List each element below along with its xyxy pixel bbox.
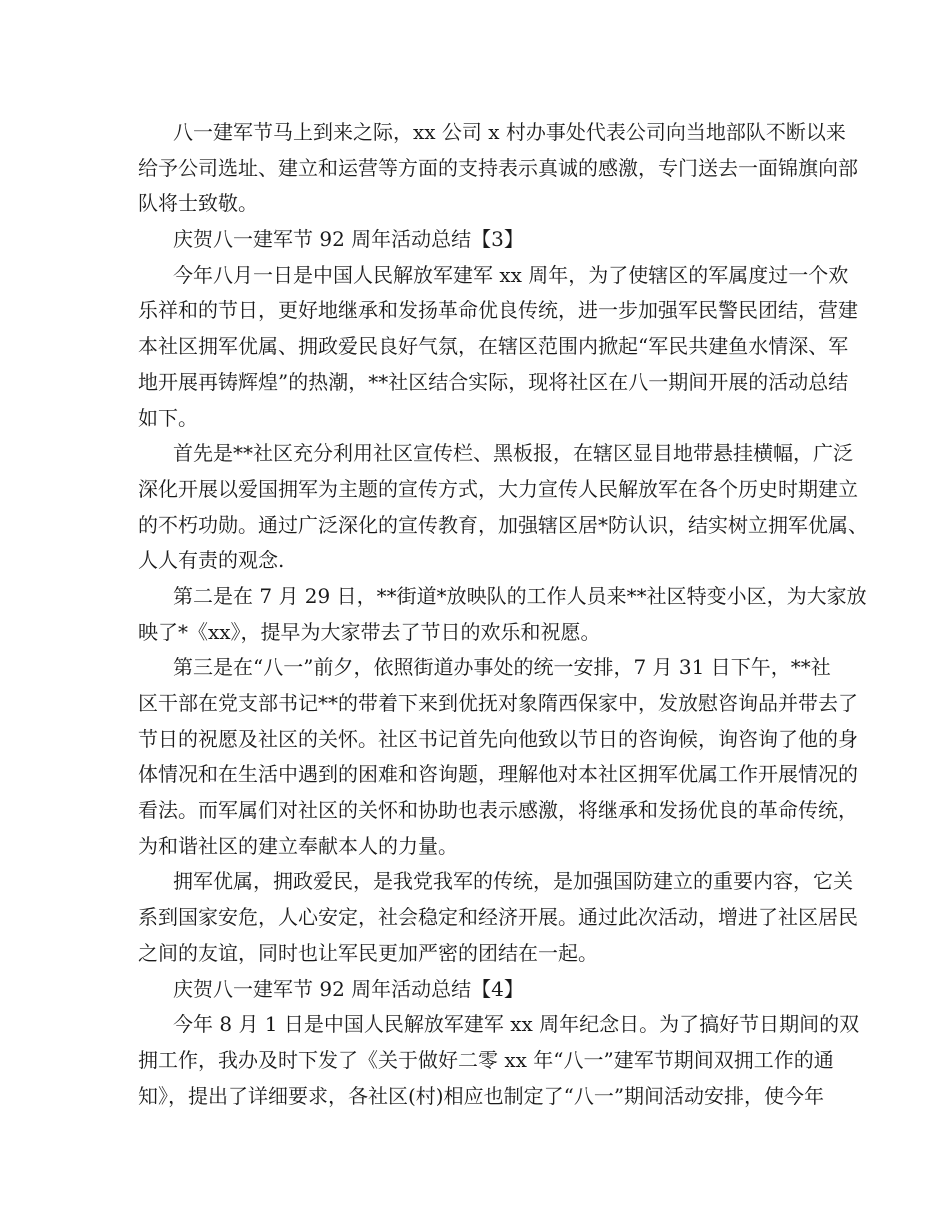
- text-line: 区干部在党支部书记**的带着下来到优抚对象隋西保家中，发放慰咨询品并带去了: [138, 691, 858, 715]
- text-line: 如下。: [138, 405, 198, 430]
- text-line: 为和谐社区的建立奉献本人的力量。: [138, 833, 458, 858]
- text-line: 节日的祝愿及社区的关怀。社区书记首先向他致以节日的咨询候，询咨询了他的身: [138, 726, 858, 751]
- text-line: 队将士致敬。: [138, 191, 258, 216]
- text-line: 本社区拥军优属、拥政爱民良好气氛，在辖区范围内掀起“军民共建鱼水情深、军: [138, 334, 849, 359]
- text-line: 给予公司选址、建立和运营等方面的支持表示真诚的感激，专门送去一面锦旗向部: [138, 155, 858, 180]
- text-line: 看法。而军属们对社区的关怀和协助也表示感激，将继承和发扬优良的革命传统，: [138, 798, 858, 823]
- text-line: 乐祥和的节日，更好地继承和发扬革命优良传统，进一步加强军民警民团结，营建: [138, 298, 858, 323]
- text-line: 深化开展以爱国拥军为主题的宣传方式，大力宣传人民解放军在各个历史时期建立: [138, 476, 858, 501]
- text-line: 映了*《xx》，提早为大家带去了节日的欢乐和祝愿。: [138, 619, 601, 644]
- section-heading: 庆贺八一建军节 92 周年活动总结【4】: [173, 976, 524, 1001]
- text-line: 第二是在 7 月 29 日，**街道*放映队的工作人员来**社区特变小区，为大家放: [173, 583, 867, 608]
- text-line: 地开展再铸辉煌”的热潮，**社区结合实际，现将社区在八一期间开展的活动总结: [138, 369, 849, 394]
- text-line: 拥军优属，拥政爱民，是我党我军的传统，是加强国防建立的重要内容，它关: [173, 869, 853, 894]
- text-line: 第三是在“八一”前夕，依照街道办事处的统一安排，7 月 31 日下午，**社: [173, 655, 831, 680]
- text-line: 拥工作，我办及时下发了《关于做好二零 xx 年“八一”建军节期间双拥工作的通: [138, 1047, 834, 1072]
- text-line: 系到国家安危，人心安定，社会稳定和经济开展。通过此次活动，增进了社区居民: [138, 905, 858, 930]
- section-heading: 庆贺八一建军节 92 周年活动总结【3】: [173, 227, 524, 252]
- text-line: 今年八月一日是中国人民解放军建军 xx 周年，为了使辖区的军属度过一个欢: [173, 262, 849, 287]
- text-line: 体情况和在生活中遇到的困难和咨询题，理解他对本社区拥军优属工作开展情况的: [138, 762, 858, 787]
- text-line: 的不朽功勋。通过广泛深化的宣传教育，加强辖区居*防认识，结实树立拥军优属、: [138, 512, 868, 537]
- text-line: 首先是**社区充分利用社区宣传栏、黑板报，在辖区显目地带悬挂横幅，广泛: [173, 441, 853, 466]
- text-line: 八一建军节马上到来之际，xx 公司 x 村办事处代表公司向当地部队不断以来: [173, 120, 846, 144]
- text-line: 之间的友谊，同时也让军民更加严密的团结在一起。: [138, 940, 598, 965]
- text-line: 人人有责的观念.: [138, 548, 285, 573]
- text-line: 今年 8 月 1 日是中国人民解放军建军 xx 周年纪念日。为了搞好节日期间的双: [173, 1012, 860, 1037]
- document-body: [138, 115, 868, 1114]
- text-line: 知》，提出了详细要求，各社区(村)相应也制定了“八一”期间活动安排，使今年: [138, 1083, 825, 1108]
